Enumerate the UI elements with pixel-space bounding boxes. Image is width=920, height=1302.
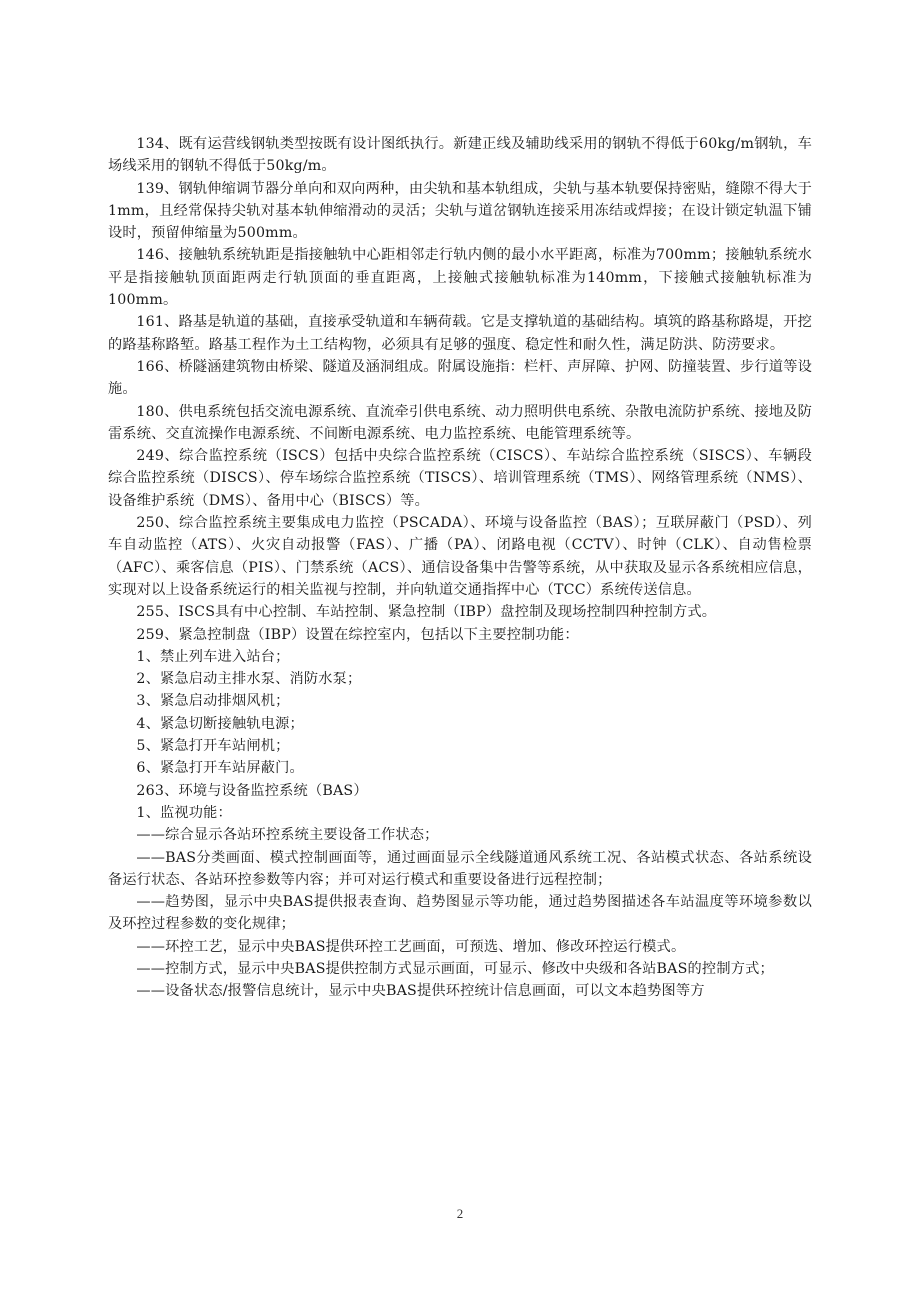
paragraph: 166、桥隧涵建筑物由桥梁、隧道及涵洞组成。附属设施指：栏杆、声屏障、护网、防撞装置、步行道等设施。 bbox=[108, 358, 812, 398]
paragraph: 161、路基是轨道的基础，直接承受轨道和车辆荷载。它是支撑轨道的基础结构。填筑的路基称路堤，开挖的路基称路堑。路基工程作为土工结构物，必须具有足够的强度、稳定性和耐久性，满足防洪、防涝要求。 bbox=[108, 314, 812, 353]
paragraph: 139、钢轨伸缩调节器分单向和双向两种，由尖轨和基本轨组成，尖轨与基本轨要保持密贴，缝隙不得大于1mm，且经常保持尖轨对基本轨伸缩滑动的灵活；尖轨与道岔钢轨连接采用冻结或焊接；在设计锁定轨温下铺设时，预留伸缩量为500mm。 bbox=[108, 180, 812, 242]
paragraph: ——综合显示各站环控系统主要设备工作状态； bbox=[136, 827, 439, 844]
paragraph: 5、紧急打开车站闸机； bbox=[136, 738, 290, 755]
paragraph: 1、禁止列车进入站台； bbox=[136, 648, 290, 665]
document-body bbox=[108, 133, 812, 1003]
paragraph: 134、既有运营线钢轨类型按既有设计图纸执行。新建正线及辅助线采用的钢轨不得低于60kg/m钢轨，车场线采用的钢轨不得低于50kg/m。 bbox=[108, 136, 812, 175]
paragraph: 4、紧急切断接触轨电源； bbox=[136, 715, 304, 732]
paragraph: ——环控工艺，显示中央BAS提供环控工艺画面，可预选、增加、修改环控运行模式。 bbox=[136, 938, 686, 955]
paragraph: 146、接触轨系统轨距是指接触轨中心距相邻走行轨内侧的最小水平距离，标准为700mm；接触轨系统水平是指接触轨顶面距两走行轨顶面的垂直距离，上接触式接触轨标准为140mm，下接触式接触轨标准为100mm。 bbox=[108, 247, 812, 309]
page-number: 2 bbox=[456, 1206, 464, 1221]
paragraph: 3、紧急启动排烟风机； bbox=[136, 693, 290, 710]
paragraph: ——设备状态/报警信息统计，显示中央BAS提供环控统计信息画面，可以文本趋势图等方 bbox=[136, 983, 705, 1000]
paragraph: 263、环境与设备监控系统（BAS） bbox=[136, 782, 368, 799]
paragraph: ——趋势图，显示中央BAS提供报表查询、趋势图显示等功能，通过趋势图描述各车站温度等环境参数以及环控过程参数的变化规律； bbox=[108, 894, 812, 933]
paragraph: 180、供电系统包括交流电源系统、直流牵引供电系统、动力照明供电系统、杂散电流防护系统、接地及防雷系统、交直流操作电源系统、不间断电源系统、电力监控系统、电能管理系统等。 bbox=[108, 403, 812, 442]
paragraph: 259、紧急控制盘（IBP）设置在综控室内，包括以下主要控制功能： bbox=[136, 626, 579, 643]
paragraph: 2、紧急启动主排水泵、消防水泵； bbox=[136, 671, 362, 688]
paragraph: 249、综合监控系统（ISCS）包括中央综合监控系统（CISCS）、车站综合监控系统（SISCS）、车辆段综合监控系统（DISCS）、停车场综合监控系统（TISCS）、培训管理系统（TMS）、网络管理系统（NMS）、设备维护系统（DMS）、备用中心（BISCS）等。 bbox=[108, 448, 812, 509]
paragraph: 250、综合监控系统主要集成电力监控（PSCADA）、环境与设备监控（BAS）；互联屏蔽门（PSD）、列车自动监控（ATS）、火灾自动报警（FAS）、广播（PA）、闭路电视（CCTV）、时钟（CLK）、自动售检票（AFC）、乘客信息（PIS）、门禁系统（ACS）、通信设备集中告警等系统，从中获取及显示各系统相应信息，实现对以上设备系统运行的相关监视与控制，并向轨道交通指挥中心（TCC）系统传送信息。 bbox=[108, 515, 812, 598]
paragraph: 6、紧急打开车站屏蔽门。 bbox=[136, 760, 304, 777]
paragraph: ——BAS分类画面、模式控制画面等，通过画面显示全线隧道通风系统工况、各站模式状态、各站系统设备运行状态、各站环控参数等内容；并可对运行模式和重要设备进行远程控制； bbox=[108, 849, 812, 888]
paragraph: ——控制方式，显示中央BAS提供控制方式显示画面，可显示、修改中央级和各站BAS的控制方式； bbox=[136, 960, 774, 977]
paragraph: 1、监视功能： bbox=[136, 804, 232, 821]
paragraph: 255、ISCS具有中心控制、车站控制、紧急控制（IBP）盘控制及现场控制四种控制方式。 bbox=[136, 604, 717, 621]
